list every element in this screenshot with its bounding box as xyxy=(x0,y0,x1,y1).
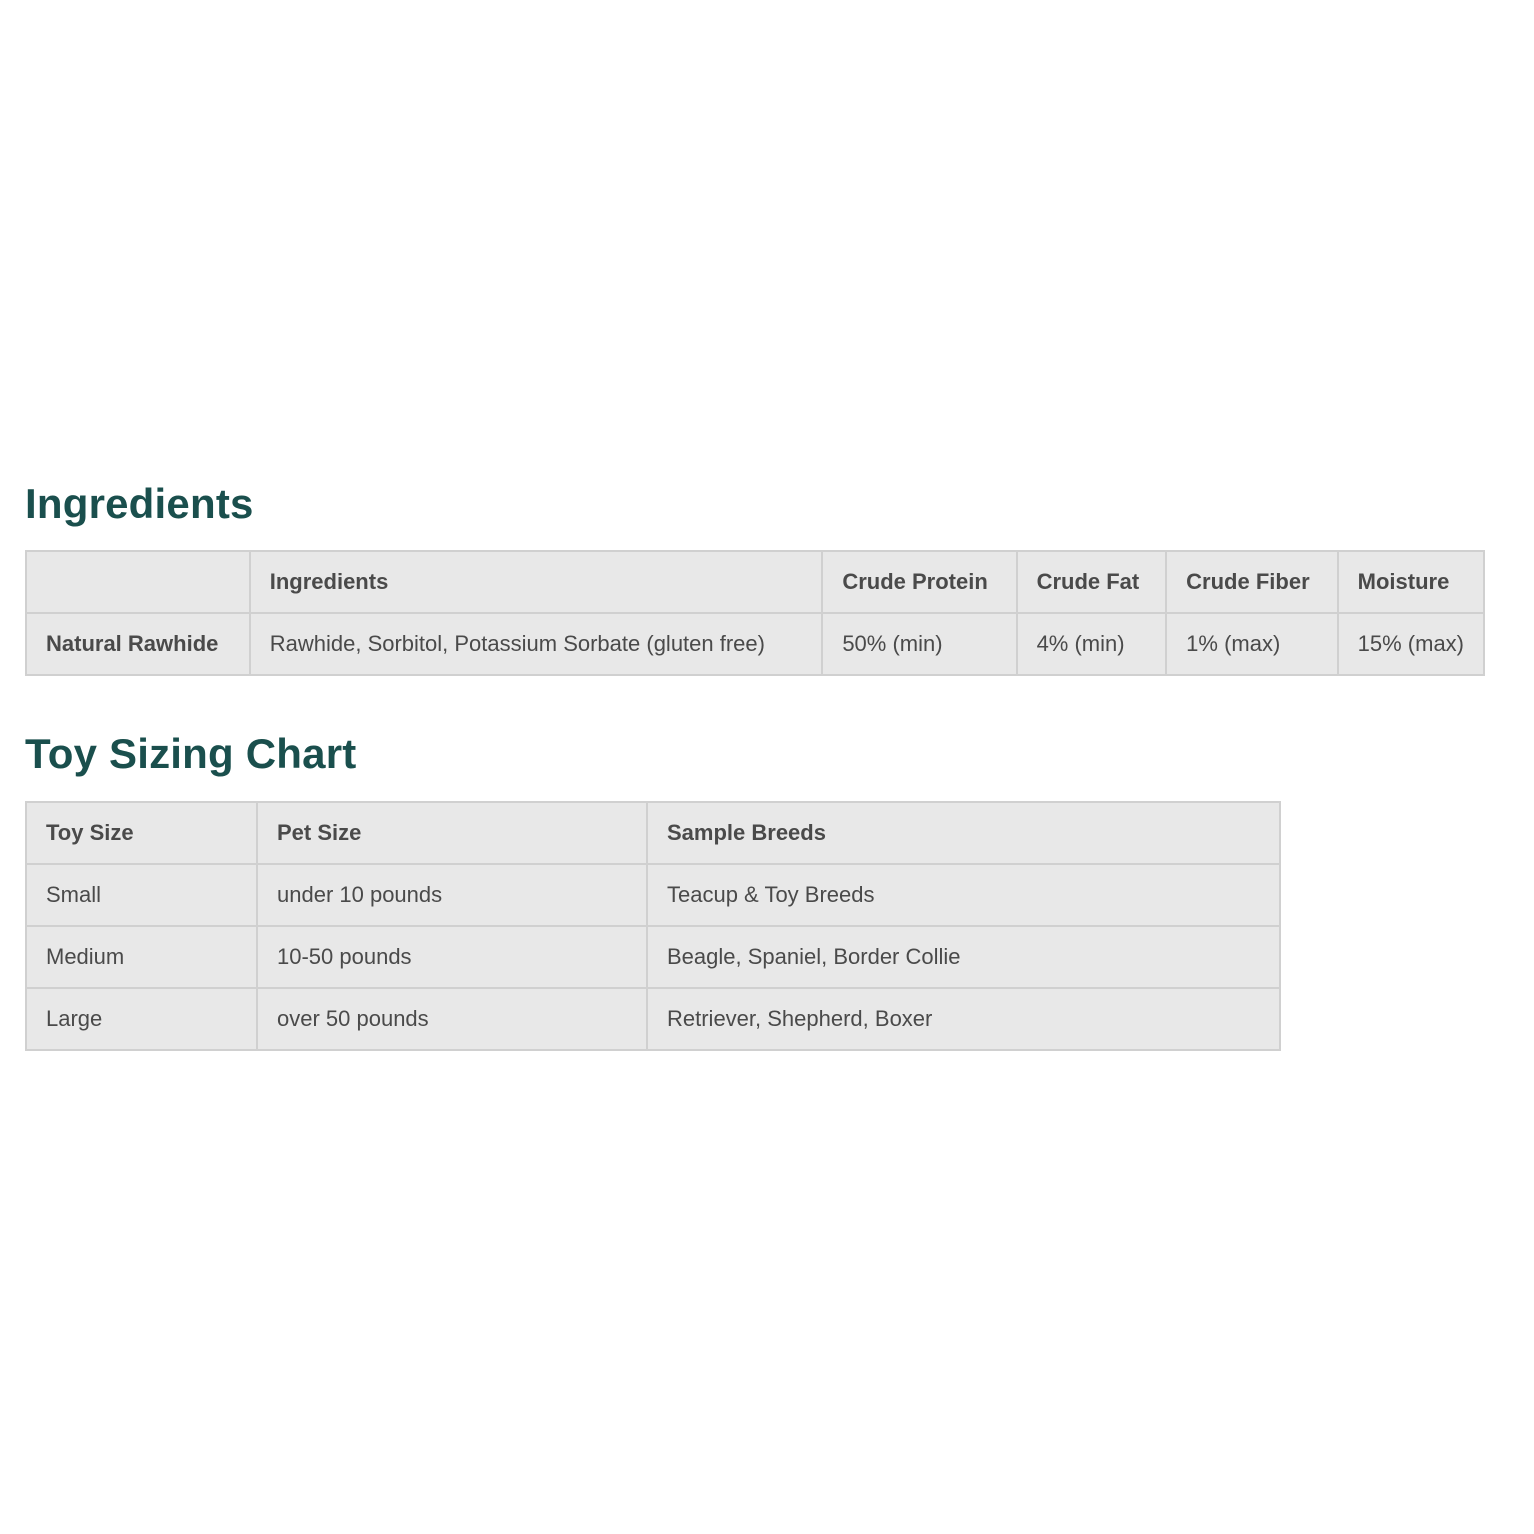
header-cell-ingredients: Ingredients xyxy=(250,551,823,613)
ingredients-cell: Rawhide, Sorbitol, Potassium Sorbate (gluten free) xyxy=(250,613,823,675)
table-row xyxy=(26,864,1280,926)
toy-size-cell: Small xyxy=(26,864,257,926)
table-header-row xyxy=(26,802,1280,864)
table-row xyxy=(26,926,1280,988)
header-cell-crude-fiber: Crude Fiber xyxy=(1166,551,1337,613)
sample-breeds-cell: Retriever, Shepherd, Boxer xyxy=(647,988,1280,1050)
header-cell-empty xyxy=(26,551,250,613)
toy-size-cell: Large xyxy=(26,988,257,1050)
crude-fiber-cell: 1% (max) xyxy=(1166,613,1337,675)
pet-size-cell: 10-50 pounds xyxy=(257,926,647,988)
header-cell-sample-breeds: Sample Breeds xyxy=(647,802,1280,864)
header-cell-pet-size: Pet Size xyxy=(257,802,647,864)
crude-protein-cell: 50% (min) xyxy=(822,613,1016,675)
table-row xyxy=(26,988,1280,1050)
product-details xyxy=(25,476,1509,1051)
moisture-cell: 15% (max) xyxy=(1338,613,1484,675)
header-cell-toy-size: Toy Size xyxy=(26,802,257,864)
header-cell-moisture: Moisture xyxy=(1338,551,1484,613)
pet-size-cell: under 10 pounds xyxy=(257,864,647,926)
toy-sizing-table xyxy=(25,801,1281,1051)
table-row xyxy=(26,613,1484,675)
header-cell-crude-fat: Crude Fat xyxy=(1017,551,1167,613)
ingredients-heading: Ingredients xyxy=(25,480,254,527)
sample-breeds-cell: Beagle, Spaniel, Border Collie xyxy=(647,926,1280,988)
pet-size-cell: over 50 pounds xyxy=(257,988,647,1050)
ingredients-table xyxy=(25,550,1485,676)
sample-breeds-cell: Teacup & Toy Breeds xyxy=(647,864,1280,926)
table-header-row xyxy=(26,551,1484,613)
crude-fat-cell: 4% (min) xyxy=(1017,613,1167,675)
product-name-cell: Natural Rawhide xyxy=(26,613,250,675)
toy-size-cell: Medium xyxy=(26,926,257,988)
toy-sizing-heading: Toy Sizing Chart xyxy=(25,730,357,777)
header-cell-crude-protein: Crude Protein xyxy=(822,551,1016,613)
